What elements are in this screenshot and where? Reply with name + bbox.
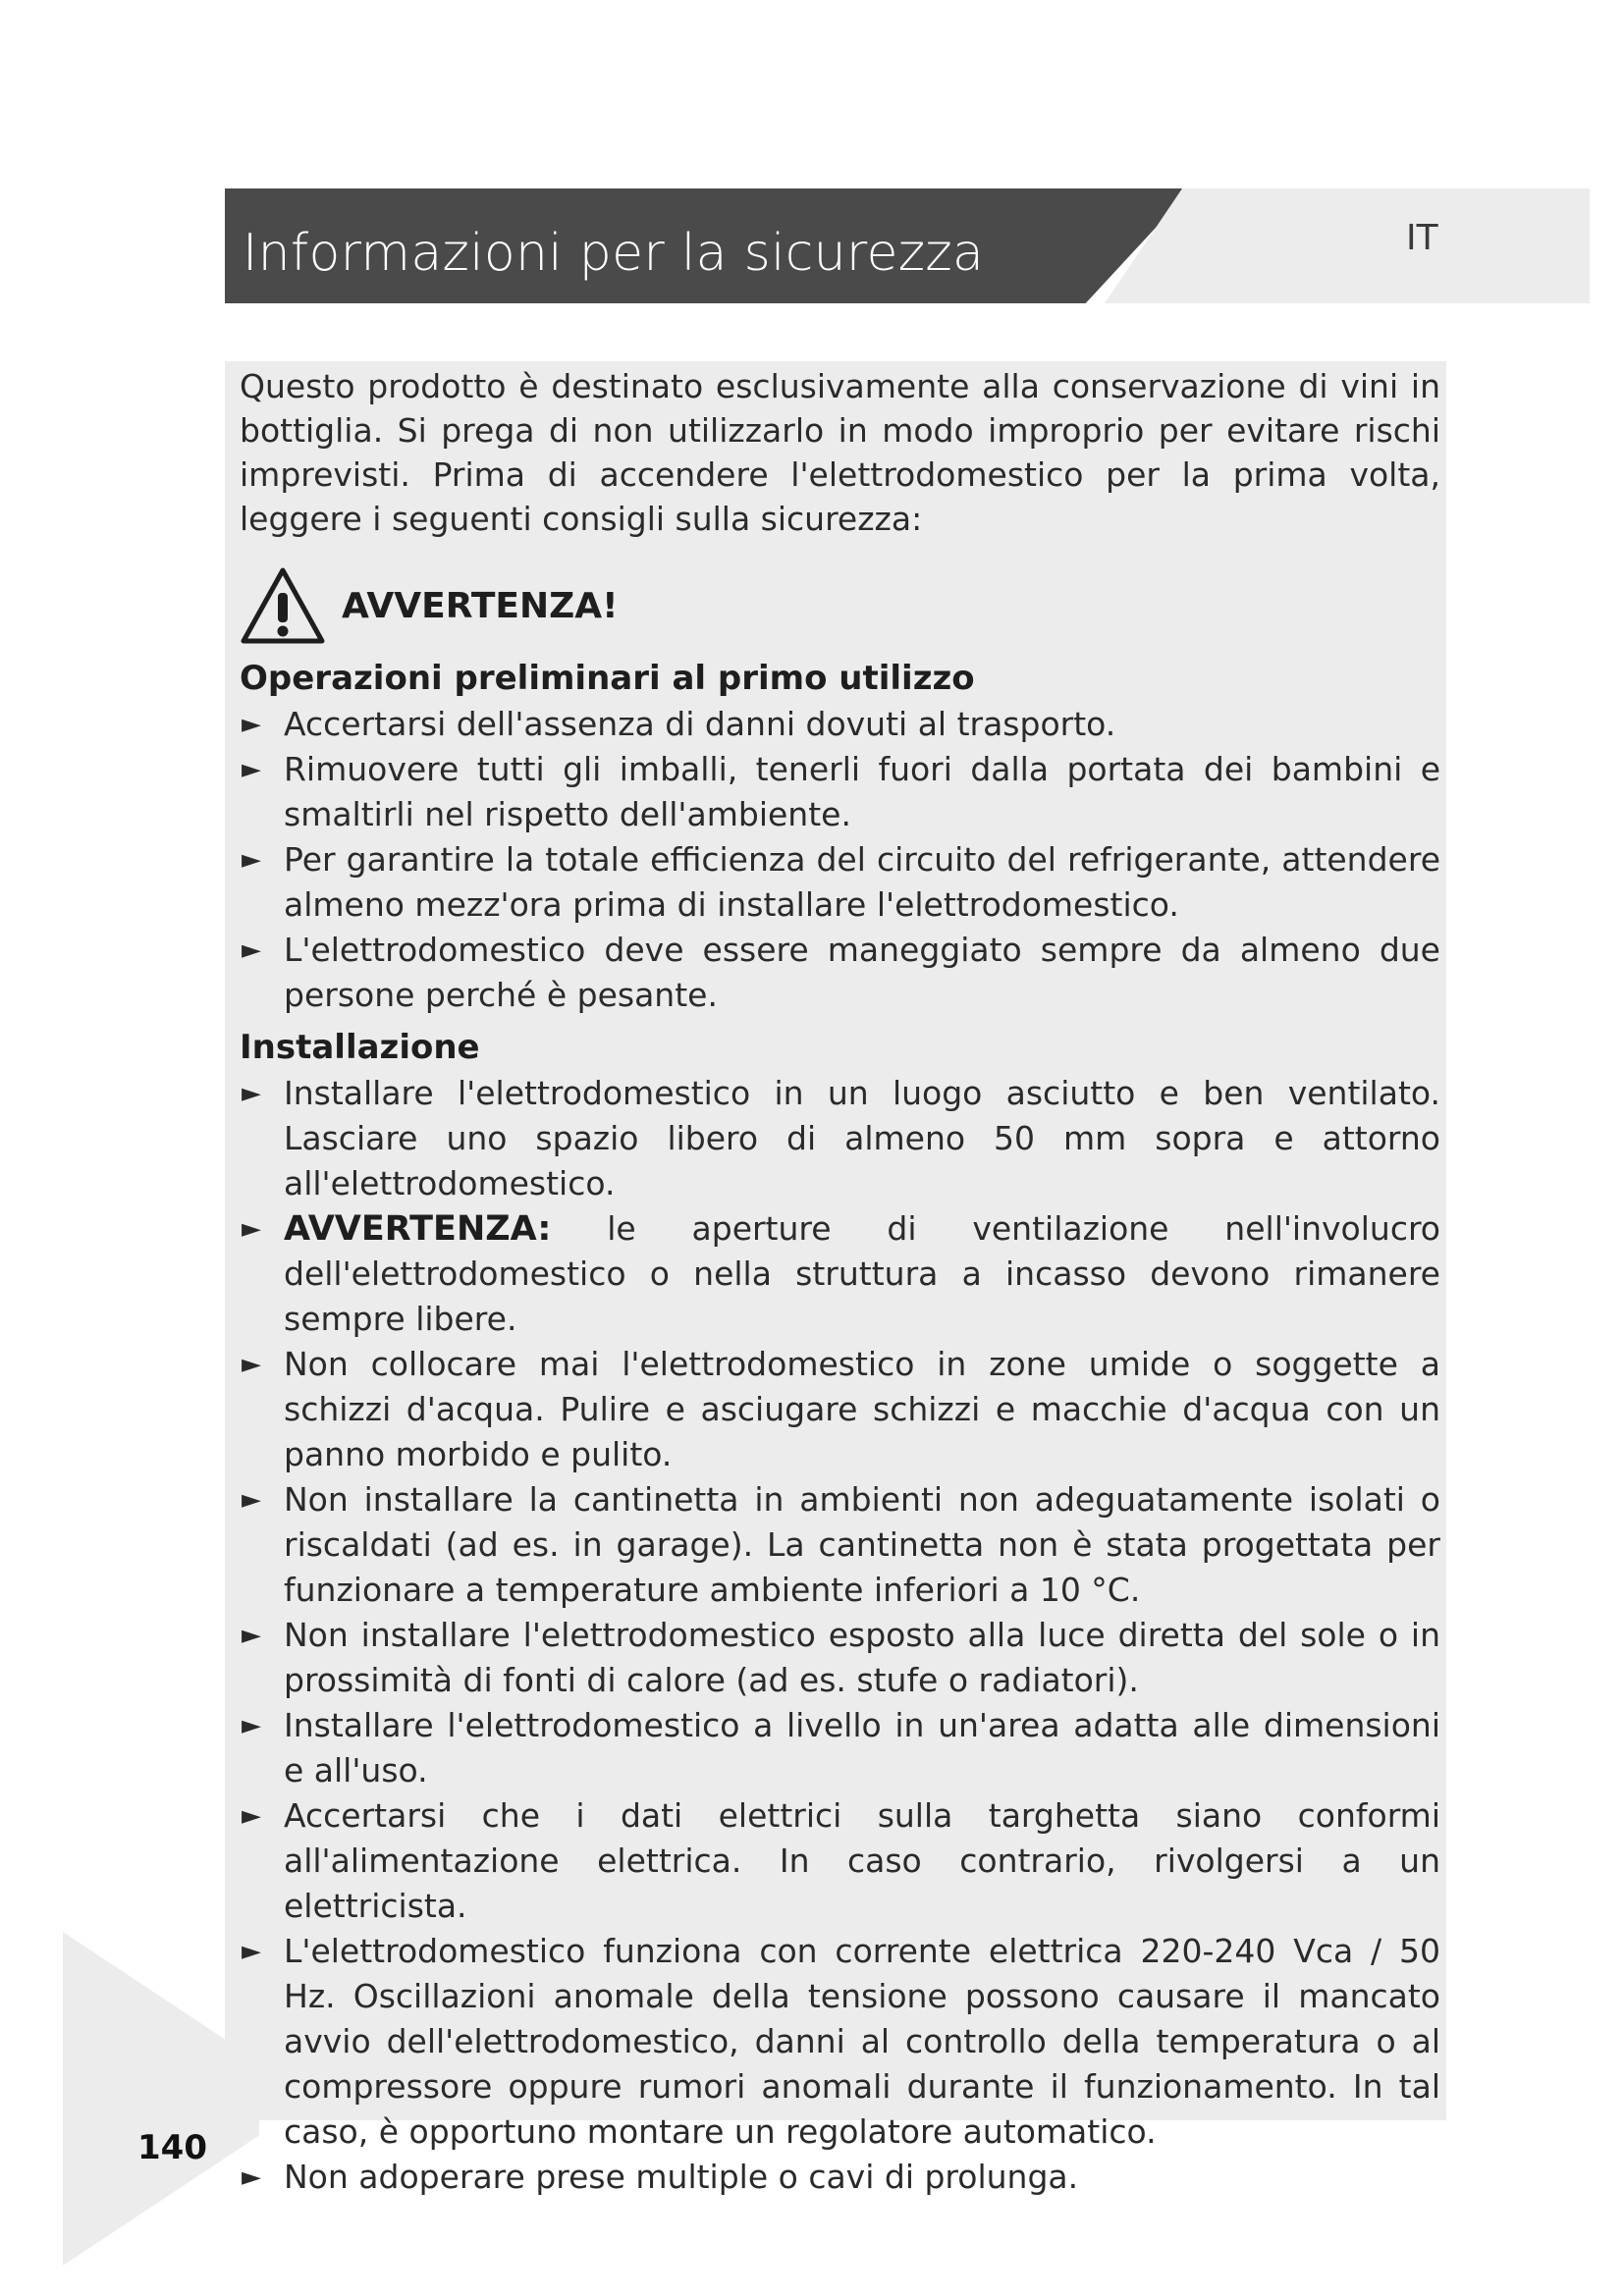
list-item-text: Accertarsi che i dati elettrici sulla targhetta siano conformi all'alimentazione elettrica. In caso contrario, rivolgersi a un elettricista. <box>284 1796 1440 1925</box>
warning-label: AVVERTENZA! <box>342 585 619 626</box>
safety-content-box <box>225 361 1446 2196</box>
bullet-arrow-icon: ► <box>242 755 261 784</box>
list-item-text: Non installare l'elettrodomestico esposto alla luce diretta del sole o in prossimità di fonti di calore (ad es. stufe o radiatori). <box>284 1616 1440 1699</box>
bullet-arrow-icon: ► <box>242 1485 261 1515</box>
intro-paragraph: Questo prodotto è destinato esclusivamente alla conservazione di vini in bottiglia. Si prega di non utilizzarlo in modo improprio per evitare rischi imprevisti. Prima di accendere l'elettrodomestico per la prima volta, leggere i seguenti consigli sulla sicurezza: <box>240 367 1440 538</box>
list-item-text: Rimuovere tutti gli imballi, tenerli fuori dalla portata dei bambini e smaltirli nel rispetto dell'ambiente. <box>284 750 1440 833</box>
bullet-arrow-icon: ► <box>242 2163 261 2192</box>
list-item <box>240 2155 1440 2200</box>
list-item <box>240 1793 1440 1929</box>
bullet-arrow-icon: ► <box>242 1214 261 1244</box>
page-title: Informazioni per la sicurezza <box>243 224 985 283</box>
bullet-arrow-icon: ► <box>242 1621 261 1650</box>
list-item-text: Non adoperare prese multiple o cavi di prolunga. <box>284 2158 1079 2196</box>
list-item <box>240 1613 1440 1703</box>
section-title-installation: Installazione <box>240 1028 480 1067</box>
bullet-arrow-icon: ► <box>242 1937 261 1966</box>
list-item <box>240 928 1440 1018</box>
language-code: IT <box>1406 218 1438 258</box>
list-item-text: L'elettrodomestico deve essere maneggiato sempre da almeno due persone perché è pesante. <box>284 931 1440 1014</box>
list-item-text: Per garantire la totale efficienza del circuito del refrigerante, attendere almeno mezz'ora prima di installare l'elettrodomestico. <box>284 840 1440 924</box>
list-item-text: Non installare la cantinetta in ambienti non adeguatamente isolati o riscaldati (ad es. in garage). La cantinetta non è stata progettata per funzionare a temperature ambiente inferiori a 10 °C. <box>284 1480 1440 1609</box>
header-tab <box>1105 188 1590 303</box>
warning-heading <box>240 562 1440 649</box>
list-item-warning-lead: AVVERTENZA: <box>284 1209 552 1249</box>
list-item <box>240 702 1440 747</box>
list-item-text: Installare l'elettrodomestico in un luogo asciutto e ben ventilato. Lasciare uno spazio libero di almeno 50 mm sopra e attorno all'elettrodomestico. <box>284 1074 1440 1202</box>
list-item-text: Installare l'elettrodomestico a livello in un'area adatta alle dimensioni e all'uso. <box>284 1706 1440 1789</box>
list-item <box>240 1477 1440 1613</box>
bullet-arrow-icon: ► <box>242 1711 261 1740</box>
preliminary-list <box>240 702 1440 1018</box>
list-item <box>240 747 1440 837</box>
list-item <box>240 837 1440 928</box>
list-item-text: Accertarsi dell'assenza di danni dovuti al trasporto. <box>284 705 1116 743</box>
bullet-arrow-icon: ► <box>242 1801 261 1831</box>
list-item-text: L'elettrodomestico funziona con corrente elettrica 220-240 Vca / 50 Hz. Oscillazioni anomale della tensione possono causare il mancato avvio dell'elettrodomestico, danni al controllo della temperatura o al compressore oppure rumori anomali durante il funzionamento. In tal caso, è opportuno montare un regolatore automatico. <box>284 1932 1440 2151</box>
list-item-text: le aperture di ventilazione nell'involucro dell'elettrodomestico o nella struttura a incasso devono rimanere sempre libere. <box>284 1209 1440 1338</box>
installation-list <box>240 1071 1440 2200</box>
bullet-arrow-icon: ► <box>242 935 261 965</box>
bullet-arrow-icon: ► <box>242 1079 261 1108</box>
warning-triangle-icon <box>240 565 326 646</box>
list-item-text: Non collocare mai l'elettrodomestico in zone umide o soggette a schizzi d'acqua. Pulire e asciugare schizzi e macchie d'acqua con un panno morbido e pulito. <box>284 1345 1440 1473</box>
bullet-arrow-icon: ► <box>242 845 261 875</box>
list-item <box>240 1071 1440 1206</box>
bullet-arrow-icon: ► <box>242 710 261 739</box>
page-number: 140 <box>137 2128 207 2167</box>
section-title-preliminary: Operazioni preliminari al primo utilizzo <box>240 659 975 698</box>
list-item <box>240 1342 1440 1477</box>
list-item <box>240 1929 1440 2155</box>
list-item <box>240 1206 1440 1342</box>
bullet-arrow-icon: ► <box>242 1350 261 1379</box>
list-item <box>240 1703 1440 1793</box>
